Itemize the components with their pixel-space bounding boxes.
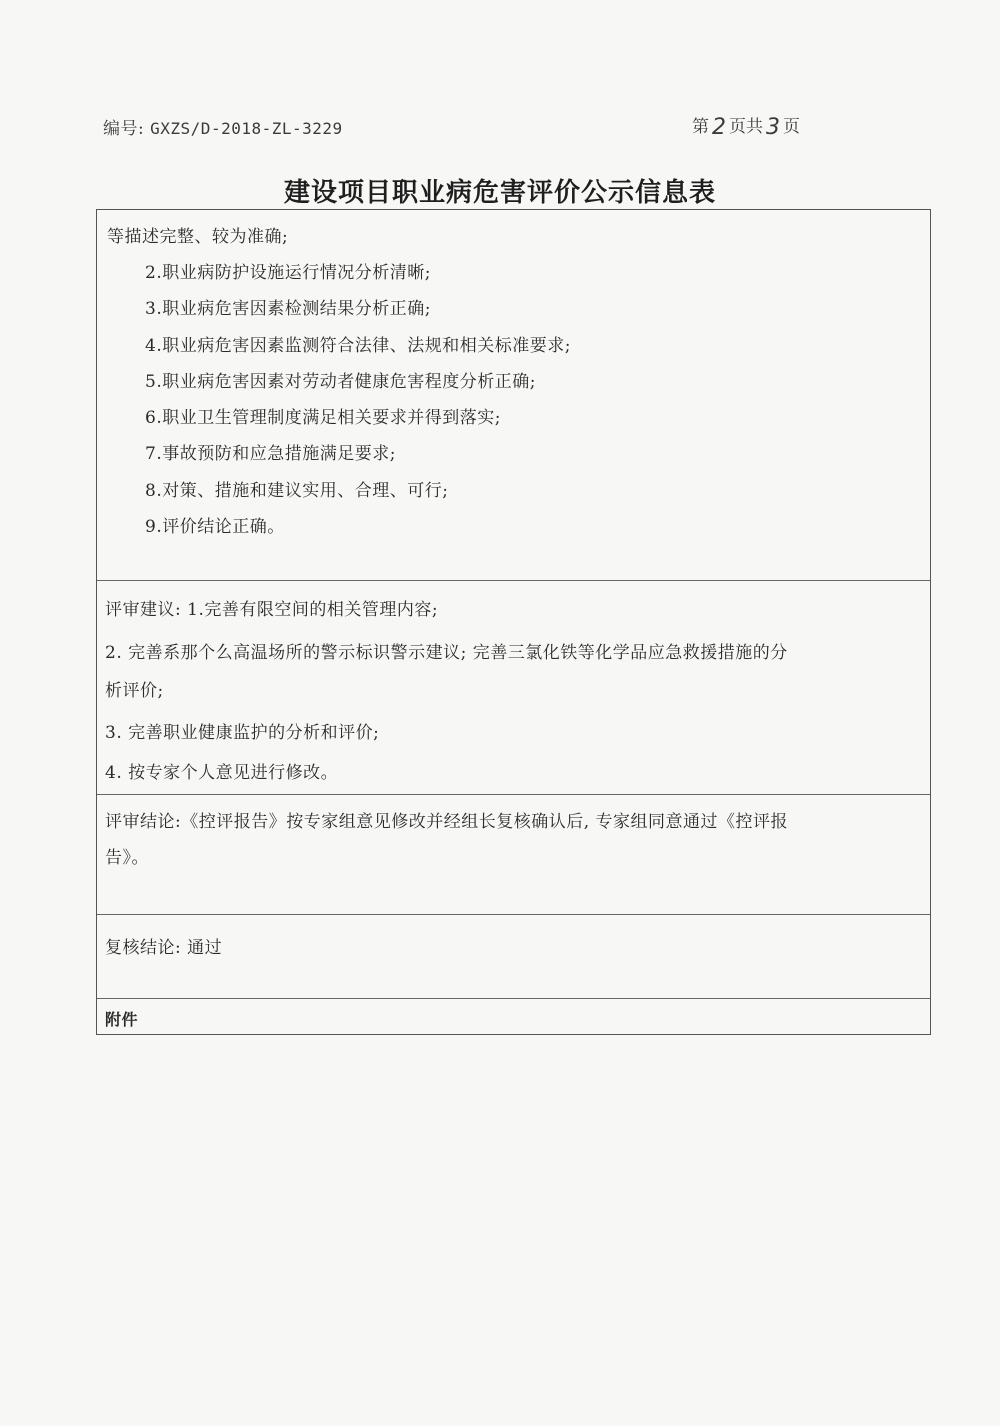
conclusion-line: 评审结论:《控评报告》按专家组意见修改并经组长复核确认后, 专家组同意通过《控评报 [105,812,789,832]
page-total: 3 [766,115,780,140]
suggestion-line: 2. 完善系那个么高温场所的警示标识警示建议; 完善三氯化铁等化学品应急救援措施的分 [105,643,788,663]
page-title: 建设项目职业病危害评价公示信息表 [283,178,716,208]
suggestion-line: 3. 完善职业健康监护的分析和评价; [105,723,380,743]
suggestions-section [97,580,930,794]
suggestion-line: 4. 按专家个人意见进行修改。 [105,763,339,783]
recheck-conclusion: 复核结论: 通过 [105,938,223,958]
review-item: 3.职业病危害因素检测结果分析正确; [145,299,431,319]
page-prefix: 第 [692,117,709,137]
page-indicator [692,112,800,138]
review-item: 9.评价结论正确。 [145,517,285,537]
attachment-section [97,998,930,1034]
suggestion-line: 析评价; [105,681,164,701]
review-item: 5.职业病危害因素对劳动者健康危害程度分析正确; [145,372,536,392]
document-number [103,114,343,139]
page-mid: 页共 [729,117,763,137]
review-item: 4.职业病危害因素监测符合法律、法规和相关标准要求; [145,336,571,356]
review-item: 8.对策、措施和建议实用、合理、可行; [145,481,449,501]
recheck-section [97,914,930,1000]
conclusion-section [97,794,930,914]
review-item: 7.事故预防和应急措施满足要求; [145,444,396,464]
review-item: 等描述完整、较为准确; [107,227,289,247]
review-item: 6.职业卫生管理制度满足相关要求并得到落实; [145,408,501,428]
review-item: 2.职业病防护设施运行情况分析清晰; [145,263,431,283]
document-number-value: GXZS/D-2018-ZL-3229 [150,119,343,138]
attachment-label: 附件 [105,1010,139,1029]
info-table [96,209,931,1035]
suggestion-line: 评审建议: 1.完善有限空间的相关管理内容; [105,600,439,620]
document-number-label: 编号: [103,119,145,139]
page-current: 2 [712,115,726,140]
page-suffix: 页 [783,117,800,137]
conclusion-line: 告》。 [105,848,149,868]
